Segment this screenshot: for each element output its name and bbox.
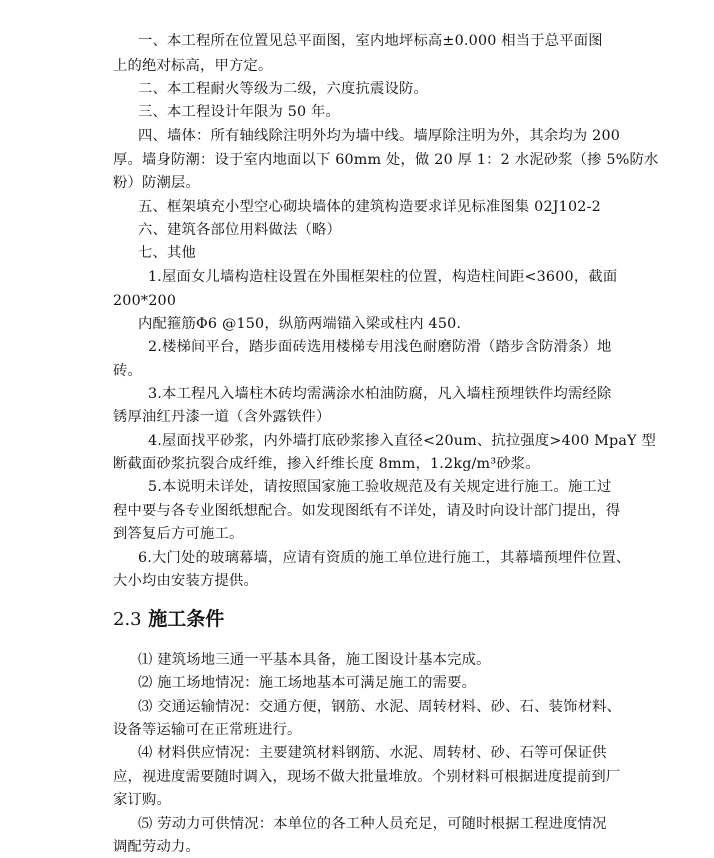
paragraph-line: 内配箍筋Φ6 @150，纵筋两端锚入梁或柱内 450. (138, 316, 462, 332)
paragraph-line: 5.本说明未详处，请按照国家施工验收规范及有关规定进行施工。施工过 (148, 479, 612, 495)
paragraph-line: 断截面砂浆抗裂合成纤维，掺入纤维长度 8mm，1.2kg/m³砂浆。 (113, 456, 540, 472)
paragraph-line: 3.本工程凡入墙柱木砖均需满涂水柏油防腐，凡入墙柱预埋铁件均需经除 (148, 386, 612, 402)
paragraph-line: 4.屋面找平砂浆，内外墙打底砂浆掺入直径<20um、抗拉强度>400 MpaY 型 (148, 433, 657, 449)
paragraph-line: 七、其他 (138, 245, 196, 261)
paragraph-line: 砖。 (113, 363, 142, 379)
paragraph-line: ⑷ 材料供应情况：主要建筑材料钢筋、水泥、周转材、砂、石等可保证供 (138, 745, 607, 761)
paragraph-line: 六、建筑各部位用料做法（略） (138, 222, 341, 238)
paragraph-line: 程中要与各专业图纸想配合。如发现图纸有不详处，请及时向设计部门提出，得 (113, 503, 621, 519)
paragraph-line: 厚。墙身防潮：设于室内地面以下 60mm 处，做 20 厚 1：2 水泥砂浆（掺 5%防水 (113, 152, 659, 168)
paragraph-line: 四、墙体：所有轴线除注明外均为墙中线。墙厚除注明为外，其余均为 200 (138, 128, 621, 144)
paragraph-line: 设备等运输可在正常班进行。 (113, 722, 302, 738)
paragraph-line: 调配劳动力。 (113, 839, 200, 855)
paragraph-line: 二、本工程耐火等级为二级，六度抗震设防。 (138, 81, 428, 97)
paragraph-line: ⑶ 交通运输情况：交通方便，钢筋、水泥、周转材料、砂、石、装饰材料、 (138, 699, 622, 715)
paragraph-line: ⑸ 劳动力可供情况：本单位的各工种人员充足，可随时根据工程进度情况 (138, 816, 607, 832)
paragraph-line: 三、本工程设计年限为 50 年。 (138, 104, 341, 120)
paragraph-line: ⑴ 建筑场地三通一平基本具备，施工图设计基本完成。 (138, 652, 491, 668)
paragraph-line: 大小均由安装方提供。 (113, 573, 258, 589)
paragraph-line: 五、框架填充小型空心砌块墙体的建筑构造要求详见标准图集 02J102-2 (138, 199, 601, 215)
paragraph-line: 上的绝对标高，甲方定。 (113, 58, 273, 74)
paragraph-line: 6.大门处的玻璃幕墙，应请有资质的施工单位进行施工，其幕墙预埋件位置、 (138, 550, 631, 566)
section-number: 2.3 (113, 609, 142, 630)
paragraph-line: 锈厚油红丹漆一道（含外露铁件） (113, 409, 331, 425)
paragraph-line: 应，视进度需要随时调入，现场不做大批量堆放。个别材料可根据进度提前到厂 (113, 769, 621, 785)
paragraph-line: 200*200 (113, 293, 177, 309)
paragraph-line: 2.楼梯间平台，踏步面砖选用楼梯专用浅色耐磨防滑（踏步含防滑条）地 (148, 339, 612, 355)
section-heading (113, 606, 224, 633)
paragraph-line: 到答复后方可施工。 (113, 526, 244, 542)
paragraph-line: ⑵ 施工场地情况：施工场地基本可满足施工的需要。 (138, 675, 477, 691)
section-title: 施工条件 (148, 608, 225, 630)
paragraph-line: 一、本工程所在位置见总平面图，室内地坪标高±0.000 相当于总平面图 (138, 33, 603, 49)
paragraph-line: 家订购。 (113, 792, 171, 808)
paragraph-line: 粉）防潮层。 (113, 175, 200, 191)
paragraph-line: 1.屋面女儿墙构造柱设置在外围框架柱的位置，构造柱间距<3600，截面 (148, 269, 618, 285)
